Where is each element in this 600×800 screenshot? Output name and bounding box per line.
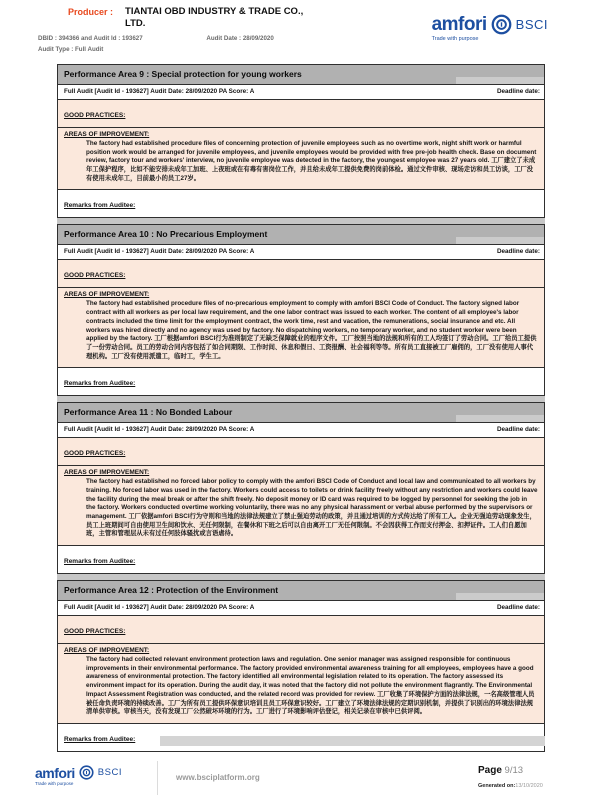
good-practices-label: GOOD PRACTICES: bbox=[64, 112, 126, 119]
remarks-row bbox=[58, 190, 544, 217]
good-practices-row bbox=[58, 260, 544, 288]
deadline-date-label: Deadline date: bbox=[496, 88, 540, 95]
section-title-bar bbox=[58, 225, 544, 245]
improvement-text bbox=[86, 478, 538, 539]
section-title: Performance Area 10 : No Precarious Employment bbox=[64, 229, 268, 240]
remarks-label: Remarks from Auditee: bbox=[64, 735, 136, 743]
section-title-bar bbox=[58, 581, 544, 601]
good-practices-label: GOOD PRACTICES: bbox=[64, 450, 126, 458]
areas-of-improvement-label: AREAS OF IMPROVEMENT: bbox=[64, 131, 150, 138]
deadline-date-label: Deadline date: bbox=[496, 426, 540, 434]
improvement-text-en: The factory had collected relevant environment protection laws and regulation. One senior manager was assigned responsible for continuous improvements in their environmental performance. The factory provided environmental awareness training for all employees, employees have a good awareness of environmental protection. The factory identified all environmental legislation related to its operation. The factory assessed its environment impact for its operation. During the audit day, it was noted that the factory did not pollute the environment flagrantly. The Environmental Impact Assessment Registration was conducted, and the related record was provided for review. bbox=[86, 656, 534, 698]
performance-area-9-section bbox=[57, 64, 545, 218]
performance-areas-table bbox=[57, 64, 545, 752]
audit-type: Audit Type : Full Audit bbox=[38, 45, 104, 53]
areas-of-improvement-row bbox=[58, 128, 544, 190]
remarks-row bbox=[58, 368, 544, 395]
section-title: Performance Area 11 : No Bonded Labour bbox=[64, 407, 233, 418]
bsci-wordmark: BSCI bbox=[515, 17, 548, 32]
improvement-text bbox=[86, 140, 538, 183]
deadline-cell-shade bbox=[456, 593, 544, 600]
amfori-bsci-logo bbox=[432, 14, 548, 42]
fingerprint-icon bbox=[491, 14, 512, 35]
dbid-audit-id: DBID : 394366 and Audit Id : 193627 bbox=[38, 34, 143, 42]
deadline-cell-shade bbox=[456, 77, 544, 84]
good-practices-row bbox=[58, 438, 544, 466]
improvement-text bbox=[86, 656, 538, 717]
amfori-wordmark: amfori bbox=[35, 764, 75, 781]
section-title-bar bbox=[58, 403, 544, 423]
improvement-text-en: The factory had established no forced labor policy to comply with the amfori BSCI Code of Conduct and local law and communicated to all workers by training. No forced labor was used in the factory. Workers could access to toilets or drink facility freely without any restriction and workers could leave the facility during the meal break or after the shift freely. No deposit money or ID card was required to be logged by personnel for seeking the job in the factory. Workers conducted overtime working voluntarily, there was no any physical harassment or verbal abuse performed by the supervisors or management. bbox=[86, 478, 538, 520]
page-number: 9/13 bbox=[504, 765, 524, 776]
audit-info-row bbox=[58, 423, 544, 438]
generated-date: 13/10/2020 bbox=[515, 783, 543, 789]
audit-line: Full Audit [Audit Id - 193627] Audit Date: 28/09/2020 PA Score: A bbox=[64, 248, 255, 256]
remarks-label: Remarks from Auditee: bbox=[64, 558, 136, 566]
audit-info-row bbox=[58, 601, 544, 616]
section-title: Performance Area 12 : Protection of the Environment bbox=[64, 585, 279, 596]
performance-area-12-section bbox=[57, 580, 545, 752]
footer-divider-bar bbox=[160, 736, 545, 746]
report-header bbox=[0, 6, 600, 53]
producer-name: TIANTAI OBD INDUSTRY & TRADE CO., LTD. bbox=[125, 6, 304, 30]
generated-label: Generated on: bbox=[478, 783, 516, 789]
logo-tagline: Trade with purpose bbox=[431, 36, 479, 42]
areas-of-improvement-row bbox=[58, 288, 544, 368]
bsci-wordmark: BSCI bbox=[97, 766, 122, 778]
improvement-text-cn: 工厂收集了环境保护方面的法律法规，一名高级管理人员被任命负责环境的持续改善。工厂为所有员工提供环保意识培训且员工环保意识较好。工厂建立了环境法律法规的定期识别机制，并提供了识别出的环境法律法规清单供审核。审核当天，没有发现工厂公然破坏环境的行为。工厂进行了环境影响评估登记，相关记录在审核中已供评阅。 bbox=[86, 690, 535, 716]
deadline-date-label: Deadline date: bbox=[496, 604, 540, 612]
areas-of-improvement-row bbox=[58, 466, 544, 546]
amfori-wordmark: amfori bbox=[431, 14, 487, 35]
improvement-text-cn: 工厂根据amfori BSCI行为准则制定了无缺乏保障就业的程序文件。工厂按照当地的法规和所有的工人均签订了劳动合同。工厂给员工提供了一份劳动合同。员工的劳动合同内容包括了如合同期限、工作时间、休息和假日、工资报酬、社会福利等等。所有员工直接被工厂雇佣的，工厂没有使用人事代理机构。工厂没有使用派遣工，临时工，学生工。 bbox=[86, 335, 537, 360]
website-url: www.bsciplatform.org bbox=[176, 773, 260, 782]
improvement-text-en: The factory had established procedure files of no-precarious employment to comply with amfori BSCI Code of Conduct. The factory signed labor contract with all workers as per local law requirement, and the one labor contract was issued to each worker. The content of all employee's labor contracts included the time limit for the employment contract, the work time, rest and vacation, the remunerations, social insurance and etc. All workers was hired directly and no agency was used by factory. No dispatching workers, no temporary worker, and no student worker were been applied by the factory. bbox=[86, 300, 520, 343]
areas-of-improvement-label: AREAS OF IMPROVEMENT: bbox=[64, 647, 150, 655]
areas-of-improvement-label: AREAS OF IMPROVEMENT: bbox=[64, 291, 150, 299]
producer-label: Producer : bbox=[68, 7, 114, 17]
audit-line: Full Audit [Audit Id - 193627] Audit Date: 28/09/2020 PA Score: A bbox=[64, 88, 255, 95]
audit-info-row bbox=[58, 85, 544, 100]
audit-date: Audit Date : 28/09/2020 bbox=[206, 34, 274, 42]
good-practices-row bbox=[58, 616, 544, 644]
deadline-date-label: Deadline date: bbox=[496, 248, 540, 256]
generated-on bbox=[478, 783, 543, 789]
good-practices-label: GOOD PRACTICES: bbox=[64, 628, 126, 636]
deadline-cell-shade bbox=[456, 237, 544, 244]
audit-line: Full Audit [Audit Id - 193627] Audit Date: 28/09/2020 PA Score: A bbox=[64, 604, 255, 612]
remarks-label: Remarks from Auditee: bbox=[64, 202, 136, 210]
improvement-text-cn: 工厂建立了未成年工保护程序，比如不能安排未成年工加班、上夜班或在有毒有害岗位工作，并且给未成年工提供免费的岗前体检。通过文件审核、现场走访和员工访谈，工厂没有使用未成年工，目前最小的员工27岁。 bbox=[86, 157, 536, 182]
good-practices-row bbox=[58, 100, 544, 128]
audit-line: Full Audit [Audit Id - 193627] Audit Date: 28/09/2020 PA Score: A bbox=[64, 426, 255, 434]
fingerprint-icon bbox=[79, 765, 94, 780]
improvement-text-en: The factory had established procedure files of concerning protection of juvenile employees such as no overtime work, night shift work or harmful position work would be arranged for juvenile employees, and juvenile employees would be provided with free pre-job health check. Base on document review, factory tour and workers' interview, no juvenile employee was detected in the factory, the youngest employee was 27 years old. bbox=[86, 140, 537, 165]
logo-tagline: Trade with purpose bbox=[35, 781, 74, 786]
performance-area-11-section bbox=[57, 402, 545, 574]
footer-amfori-bsci-logo bbox=[35, 765, 122, 786]
remarks-label: Remarks from Auditee: bbox=[64, 380, 136, 388]
report-footer bbox=[0, 758, 600, 800]
section-title: Performance Area 9 : Special protection for young workers bbox=[64, 69, 302, 79]
areas-of-improvement-label: AREAS OF IMPROVEMENT: bbox=[64, 469, 150, 477]
audit-info-row bbox=[58, 245, 544, 260]
performance-area-10-section bbox=[57, 224, 545, 396]
improvement-text-cn: 工厂依据amfori BSCI行为守则和当地的法律法规建立了禁止强迫劳动的政策，并且通过培训的方式传达给了所有工人。企业无强迫劳动现象发生，员工上班期间可自由使用卫生间和饮水、无任何限制，在餐休和下班之后可以自由离开工厂无任何限制。不会因获得工作而支付押金、扣押证件。工人们自愿加班，主管和管理层从未有过任何肢体骚扰或言语虐待。 bbox=[86, 513, 536, 538]
section-title-bar bbox=[58, 65, 544, 85]
areas-of-improvement-row bbox=[58, 644, 544, 724]
remarks-row bbox=[58, 546, 544, 573]
good-practices-label: GOOD PRACTICES: bbox=[64, 272, 126, 280]
deadline-cell-shade bbox=[456, 415, 544, 422]
page-indicator bbox=[478, 765, 523, 776]
improvement-text bbox=[86, 300, 538, 361]
page-label: Page bbox=[478, 765, 502, 776]
footer-vertical-divider bbox=[157, 761, 158, 795]
